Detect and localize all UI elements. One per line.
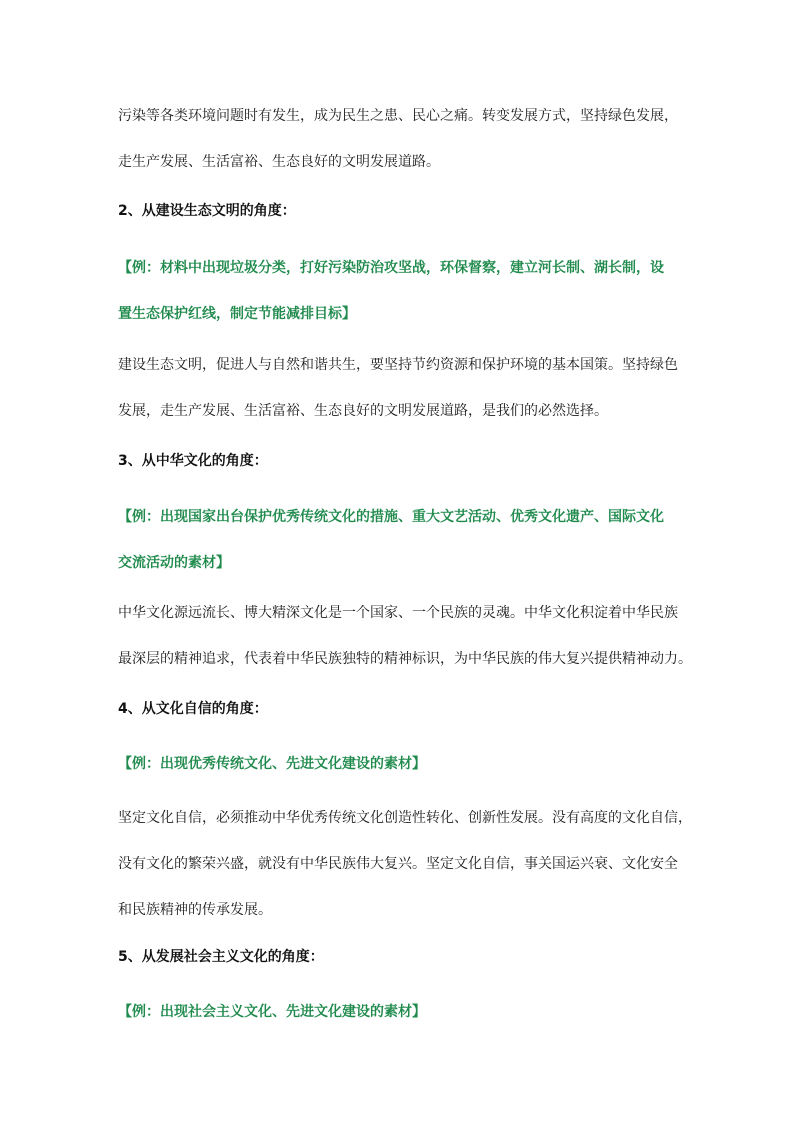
section-body-2	[118, 353, 678, 423]
example-note-4	[118, 752, 678, 776]
paragraph-line: 发展，走生产发展、生活富裕、生态良好的文明发展道路，是我们的必然选择。	[118, 403, 608, 419]
paragraph-line: 走生产发展、生活富裕、生态良好的文明发展道路。	[118, 154, 440, 170]
intro-paragraph	[118, 104, 678, 174]
paragraph-line: 没有文化的繁荣兴盛，就没有中华民族伟大复兴。坚定文化自信，事关国运兴衰、文化安全	[118, 856, 678, 872]
paragraph-line: 最深层的精神追求，代表着中华民族独特的精神标识，为中华民族的伟大复兴提供精神动力。	[118, 651, 692, 667]
section-heading-2: 2、从建设生态文明的角度：	[118, 203, 296, 219]
example-line: 【例：出现优秀传统文化、先进文化建设的素材】	[118, 756, 426, 772]
paragraph-line: 污染等各类环境问题时有发生，成为民生之患、民心之痛。转变发展方式，坚持绿色发展，	[118, 108, 678, 124]
example-line: 【例：出现国家出台保护优秀传统文化的措施、重大文艺活动、优秀文化遗产、国际文化	[118, 509, 664, 525]
section-heading-3: 3、从中华文化的角度：	[118, 453, 268, 469]
example-line: 【例：出现社会主义文化、先进文化建设的素材】	[118, 1004, 426, 1020]
example-note-3	[118, 505, 678, 575]
section-heading-4: 4、从文化自信的角度：	[118, 701, 268, 717]
paragraph-line: 坚定文化自信，必须推动中华优秀传统文化创造性转化、创新性发展。没有高度的文化自信，	[118, 810, 692, 826]
example-note-5	[118, 1000, 678, 1024]
paragraph-line: 建设生态文明，促进人与自然和谐共生，要坚持节约资源和保护环境的基本国策。坚持绿色	[118, 357, 678, 373]
section-heading-5: 5、从发展社会主义文化的角度：	[118, 949, 324, 965]
example-line: 置生态保护红线，制定节能减排目标】	[118, 306, 356, 322]
section-body-3	[118, 601, 692, 671]
example-line: 【例：材料中出现垃圾分类，打好污染防治攻坚战，环保督察，建立河长制、湖长制，设	[118, 260, 664, 276]
example-line: 交流活动的素材】	[118, 555, 230, 571]
paragraph-line: 中华文化源远流长、博大精深文化是一个国家、一个民族的灵魂。中华文化积淀着中华民族	[118, 605, 678, 621]
example-note-2	[118, 256, 678, 326]
paragraph-line: 和民族精神的传承发展。	[118, 902, 272, 918]
section-body-4	[118, 806, 692, 922]
